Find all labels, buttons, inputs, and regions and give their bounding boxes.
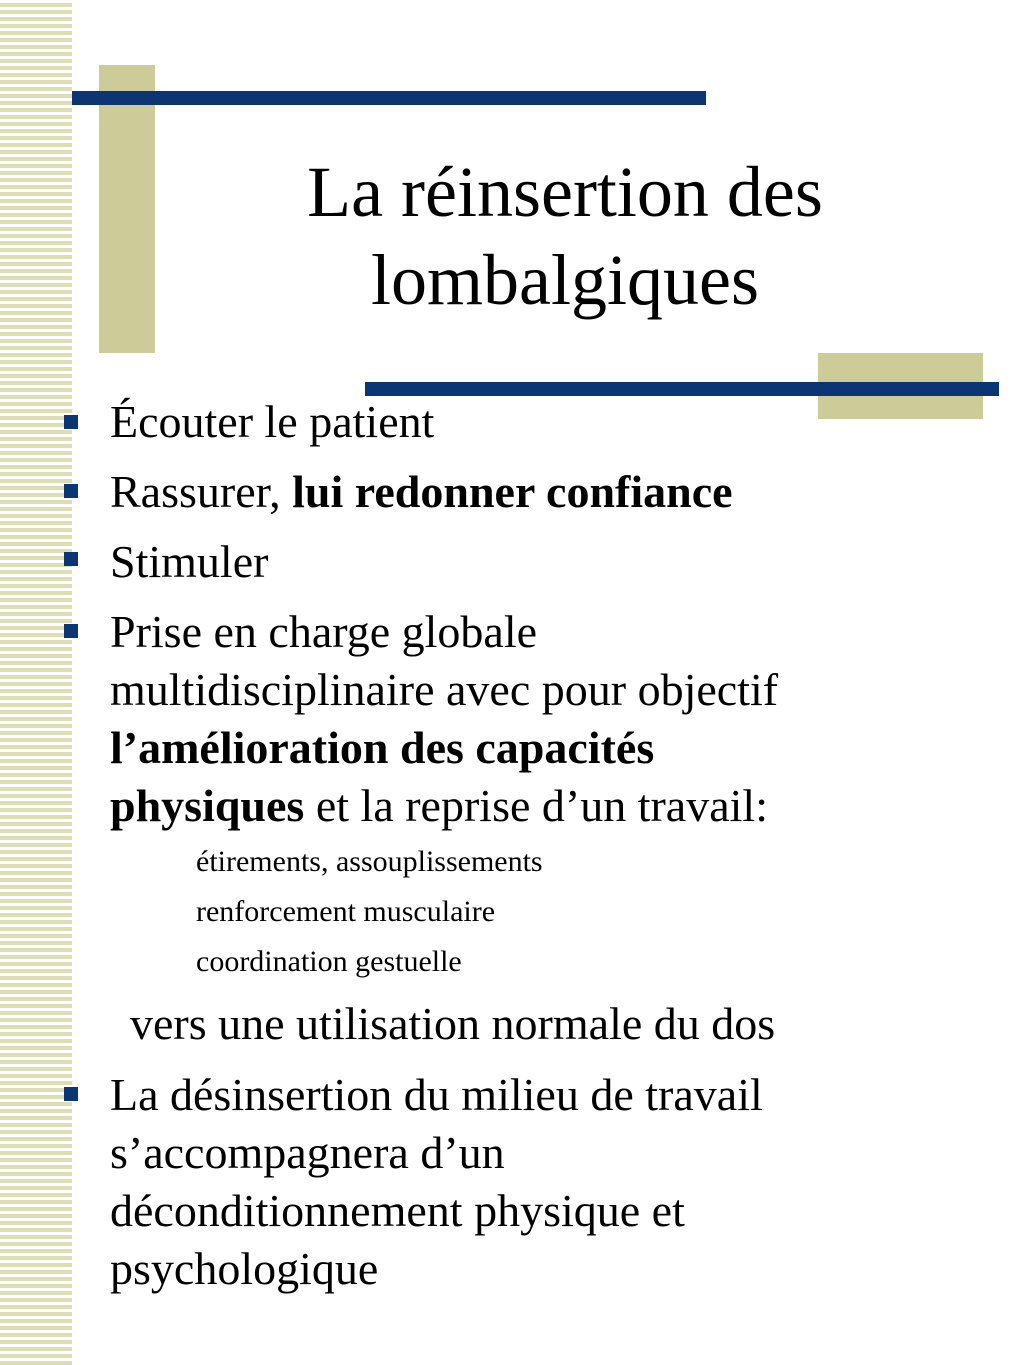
- sub-item-etirements: étirements, assouplissements: [196, 845, 543, 878]
- bullet-item-prise-en-charge: Prise en charge globale multidisciplinaire avec pour objectif l’amélioration des capacités physiques et la reprise d’un travail:: [110, 606, 779, 831]
- bullet-item-rassurer: Rassurer, lui redonner confiance: [110, 466, 733, 517]
- bullet-square-icon: [64, 484, 78, 498]
- title-line-2: lombalgiques: [371, 240, 759, 320]
- sub-item-coordination: coordination gestuelle: [196, 945, 462, 978]
- bullet-square-icon: [64, 624, 78, 638]
- bullet-square-icon: [64, 552, 78, 566]
- bullet-item-ecouter: Écouter le patient: [110, 396, 435, 447]
- sub-item-renforcement: renforcement musculaire: [196, 895, 496, 928]
- bullet-square-icon: [64, 415, 78, 429]
- bullet-square-icon: [64, 1087, 78, 1101]
- continuation-text: vers une utilisation normale du dos: [130, 998, 776, 1049]
- title-line-1: La réinsertion des: [307, 152, 823, 232]
- bullet-item-stimuler: Stimuler: [110, 536, 269, 587]
- bullet-item-desinsertion: La désinsertion du milieu de travail s’accompagnera d’un déconditionnement physique et psychologique: [110, 1069, 763, 1294]
